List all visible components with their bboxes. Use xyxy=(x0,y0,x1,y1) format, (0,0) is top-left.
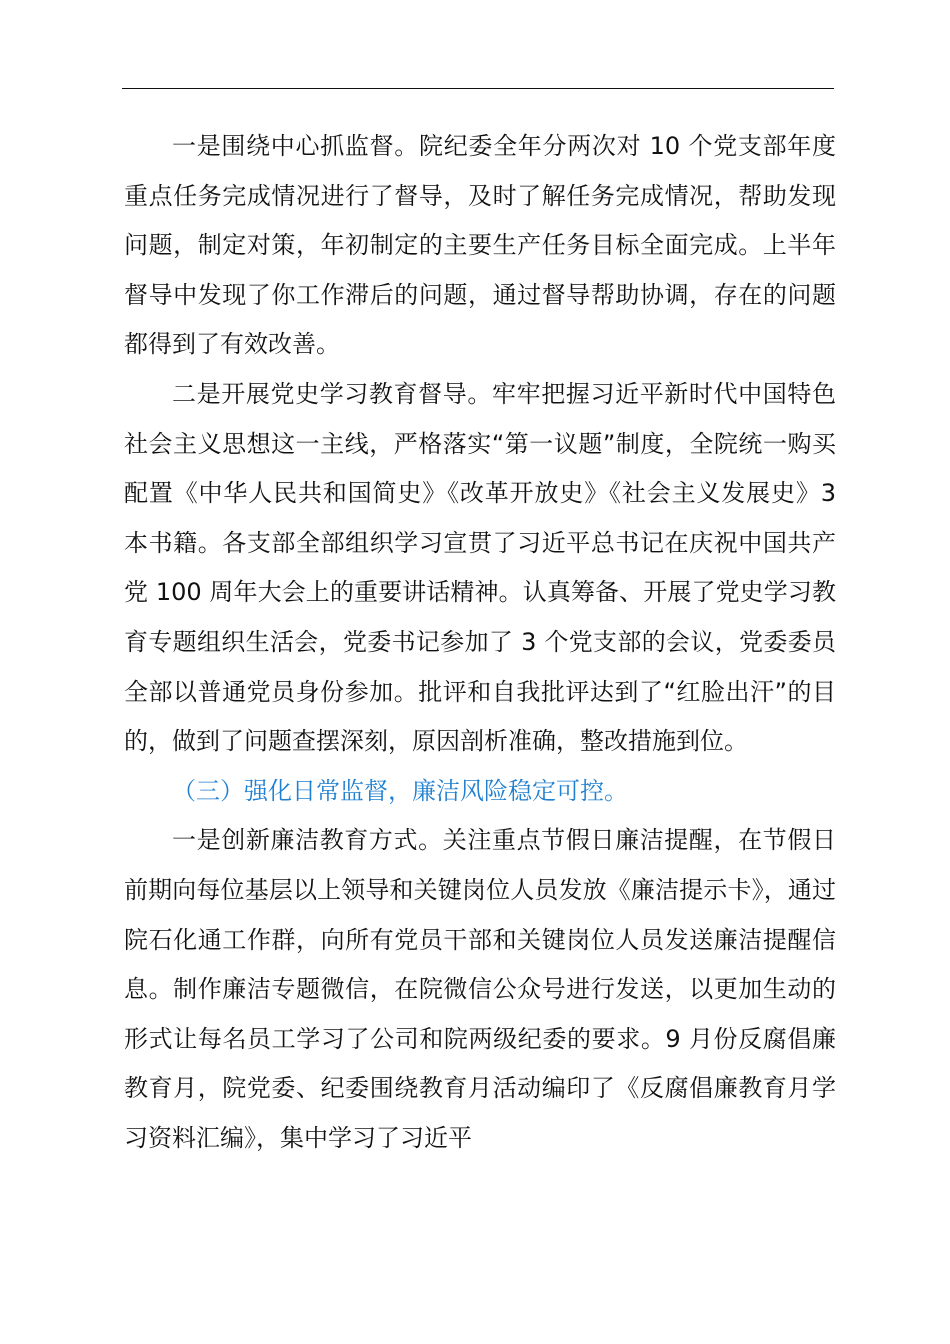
paragraph-supervision-center: 一是围绕中心抓监督。院纪委全年分两次对 10 个党支部年度重点任务完成情况进行了督导，及时了解任务完成情况，帮助发现问题，制定对策，年初制定的主要生产任务目标全面完成。上半年督导中发现了你工作滞后的问题，通过督导帮助协调，存在的问题都得到了有效改善。 xyxy=(124,132,836,359)
paragraph-party-history-education: 二是开展党史学习教育督导。牢牢把握习近平新时代中国特色社会主义思想这一主线，严格落实“第一议题”制度，全院统一购买配置《中华人民共和国简史》《改革开放史》《社会主义发展史》3 本书籍。各支部全部组织学习宣贯了习近平总书记在庆祝中国共产党 100 周年大会上的重要讲话精神。认真筹备、开展了党史学习教育专题组织生活会，党委书记参加了 3 个党支部的会议，党委委员全部以普通党员身份参加。批评和自我批评达到了“红脸出汗”的目的，做到了问题查摆深刻，原因剖析准确，整改措施到位。 xyxy=(124,379,836,756)
section-heading-daily-supervision: （三）强化日常监督，廉洁风险稳定可控。 xyxy=(172,776,628,805)
paragraph-integrity-education: 一是创新廉洁教育方式。关注重点节假日廉洁提醒，在节假日前期向每位基层以上领导和关键岗位人员发放《廉洁提示卡》，通过院石化通工作群，向所有党员干部和关键岗位人员发送廉洁提醒信息。制作廉洁专题微信，在院微信公众号进行发送，以更加生动的形式让每名员工学习了公司和院两级纪委的要求。9 月份反腐倡廉教育月，院党委、纪委围绕教育月活动编印了《反腐倡廉教育月学习资料汇编》，集中学习了习近平 xyxy=(124,826,836,1152)
header-rule xyxy=(122,88,834,89)
document-body xyxy=(124,122,836,1163)
